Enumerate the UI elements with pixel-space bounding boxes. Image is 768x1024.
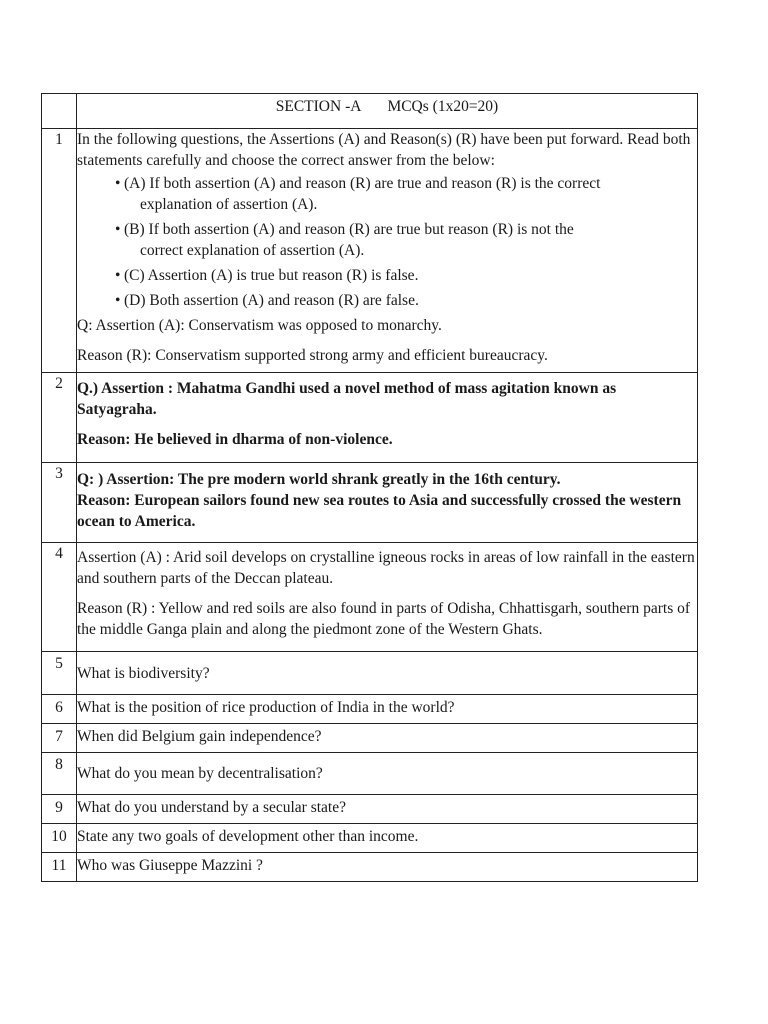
- question-number: 2: [42, 373, 77, 463]
- option-b: • (B) If both assertion (A) and reason (R) are true but reason (R) is not the correct explanation of assertion (A).: [115, 219, 697, 261]
- answer-options-list: [77, 173, 697, 311]
- question-number: 10: [42, 824, 77, 853]
- marks-label: MCQs (1x20=20): [387, 98, 499, 115]
- question-row-9: [42, 795, 698, 824]
- question-row-7: [42, 724, 698, 753]
- reason-text: Reason (R): Conservatism supported strong army and efficient bureaucracy.: [77, 347, 548, 364]
- question-number: 9: [42, 795, 77, 824]
- reason-text: Reason: He believed in dharma of non-violence.: [77, 431, 393, 448]
- reason-text: Reason (R) : Yellow and red soils are also found in parts of Odisha, Chhattisgarh, southern parts of the middle Ganga plain and along the piedmont zone of the Western Ghats.: [77, 600, 691, 638]
- option-d: • (D) Both assertion (A) and reason (R) are false.: [115, 290, 697, 311]
- assertion-text: Q: ) Assertion: The pre modern world shrank greatly in the 16th century.: [77, 471, 561, 488]
- question-number: 4: [42, 543, 77, 652]
- section-title: [77, 94, 697, 117]
- question-text: What is the position of rice production of India in the world?: [77, 695, 698, 724]
- question-text: What do you mean by decentralisation?: [77, 753, 698, 795]
- question-number: 8: [42, 753, 77, 795]
- question-number: 11: [42, 853, 77, 882]
- question-body-3: [77, 463, 698, 543]
- question-text: When did Belgium gain independence?: [77, 724, 698, 753]
- question-row-6: [42, 695, 698, 724]
- question-text: What do you understand by a secular state?: [77, 795, 698, 824]
- question-row-4: [42, 543, 698, 652]
- question-body-2: [77, 373, 698, 463]
- question-row-10: [42, 824, 698, 853]
- question-row-3: [42, 463, 698, 543]
- question-text: State any two goals of development other than income.: [77, 824, 698, 853]
- question-number: 1: [42, 129, 77, 373]
- question-table: [41, 93, 698, 882]
- section-header-row: [42, 94, 698, 129]
- question-number: 5: [42, 652, 77, 695]
- question-body-1: [77, 129, 698, 373]
- question-number: 7: [42, 724, 77, 753]
- question-row-5: [42, 652, 698, 695]
- question-row-11: [42, 853, 698, 882]
- reason-text: Reason: European sailors found new sea routes to Asia and successfully crossed the western ocean to America.: [77, 492, 682, 530]
- question-row-8: [42, 753, 698, 795]
- assertion-text: Q: Assertion (A): Conservatism was opposed to monarchy.: [77, 317, 442, 334]
- section-header-cell: [77, 94, 698, 129]
- assertion-text: Q.) Assertion : Mahatma Gandhi used a novel method of mass agitation known as Satyagraha.: [77, 380, 617, 418]
- instructions-text: In the following questions, the Assertions (A) and Reason(s) (R) have been put forward. Read both statements carefully and choose the correct answer from the below:: [77, 131, 691, 169]
- question-text: Who was Giuseppe Mazzini ?: [77, 853, 698, 882]
- question-text: What is biodiversity?: [77, 652, 698, 695]
- question-body-4: [77, 543, 698, 652]
- question-row-1: [42, 129, 698, 373]
- question-row-2: [42, 373, 698, 463]
- option-c: • (C) Assertion (A) is true but reason (R) is false.: [115, 265, 697, 286]
- assertion-text: Assertion (A) : Arid soil develops on crystalline igneous rocks in areas of low rainfall in the eastern and southern parts of the Deccan plateau.: [77, 549, 695, 587]
- header-number-cell: [42, 94, 77, 129]
- question-number: 3: [42, 463, 77, 543]
- section-label: SECTION -A: [275, 98, 362, 115]
- option-a: • (A) If both assertion (A) and reason (R) are true and reason (R) is the correct explanation of assertion (A).: [115, 173, 697, 215]
- question-number: 6: [42, 695, 77, 724]
